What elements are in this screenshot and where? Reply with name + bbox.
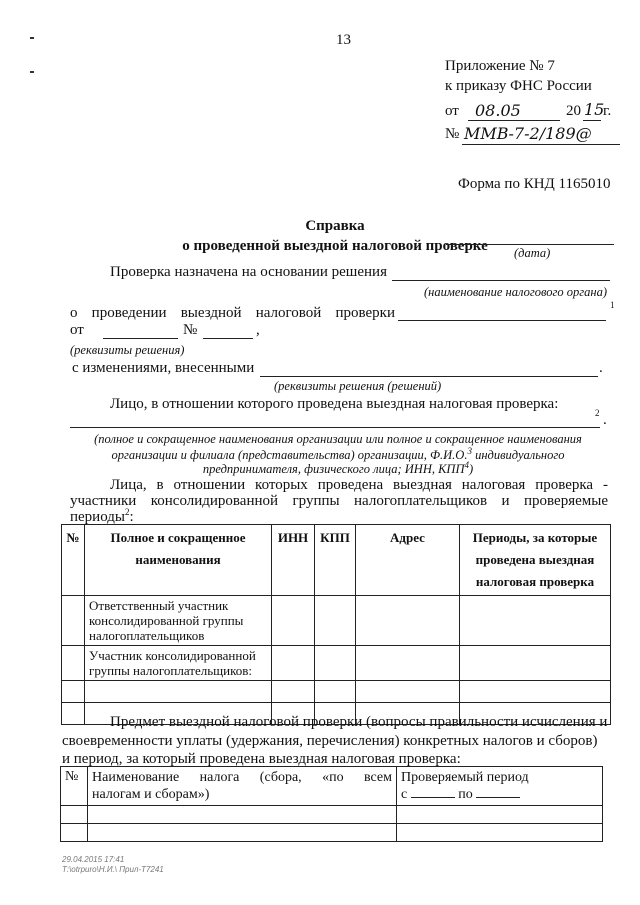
basis-caption: (наименование налогового органа): [424, 285, 607, 299]
appendix-order: к приказу ФНС России: [445, 78, 592, 94]
col-header-name: Полное и сокращенное наименования: [85, 525, 272, 596]
subject-line-3: и период, за который проведена выездная налоговая проверка:: [62, 751, 461, 767]
no-label: №: [183, 322, 198, 338]
footer-timestamp: 29.04.2015 17:41: [62, 855, 125, 864]
person-caption-2: организации и филиала (представительства) организации, Ф.И.О.$^3$ индивидуального: [111, 446, 565, 463]
col-header-inn: ИНН: [272, 525, 315, 596]
col-header-periods: Периоды, за которые проведена выездная налоговая проверка: [460, 525, 611, 596]
footnote-2: 2: [595, 408, 600, 418]
about-line: [70, 305, 395, 322]
tax-authority-field: [392, 280, 610, 281]
number-line: [462, 144, 620, 145]
scan-mark: [30, 37, 34, 39]
about-word: проведении: [91, 305, 167, 321]
subject-line-2: своевременности уплаты (удержания, перечисления) конкретных налогов и сборов): [62, 733, 598, 749]
date-line: [468, 120, 560, 121]
about-word: о: [70, 305, 78, 321]
participants-line-2: участники консолидированной группы налогоплательщиков и проверяемые: [70, 493, 608, 509]
row-label: Участник консолидированной группы налогоплательщиков:: [85, 646, 272, 681]
person-caption-1: (полное и сокращенное наименования организации или полное и сокращенное наименования: [94, 432, 582, 446]
changes-dot: .: [599, 360, 603, 376]
participants-line-3: периоды$^2$:: [70, 507, 134, 525]
about-word: налоговой: [255, 305, 322, 321]
from-caption: (реквизиты решения): [70, 343, 185, 357]
table-row: [62, 646, 611, 681]
row-label: Ответственный участник консолидированной группы налогоплательщиков: [85, 596, 272, 646]
col-header-kpp: КПП: [315, 525, 356, 596]
changes-text: с изменениями, внесенными: [72, 360, 255, 376]
date-caption: (дата): [514, 246, 551, 260]
person-dot: .: [603, 412, 607, 428]
table-row: [61, 824, 603, 842]
participants-line-1: Лица, в отношении которых проведена выездная налоговая проверка -: [110, 477, 608, 493]
appendix-year-hand: 15: [584, 100, 605, 119]
col-header-tax-name: Наименование налога (сбора, «по всем налогам и сборам»): [88, 767, 397, 806]
basis-text: Проверка назначена на основании решения: [110, 264, 387, 280]
changes-field: [260, 376, 598, 377]
appendix-year-suffix: г.: [603, 103, 612, 119]
col-header-no: №: [62, 525, 85, 596]
from-date-field: [103, 338, 178, 339]
appendix-year-prefix: 20: [566, 103, 581, 119]
from-label: от: [70, 322, 84, 338]
appendix-date-hand: 08.05: [475, 101, 521, 120]
footnote-1: 1: [610, 300, 615, 310]
appendix-number-prefix: №: [445, 126, 460, 142]
footer-path: Т:\otrpuro\Н.И.\ Прил-Т7241: [62, 865, 164, 874]
person-caption-3: предпринимателя, физического лица; ИНН, КПП$^4$): [202, 460, 474, 477]
about-word: проверки: [335, 305, 395, 321]
appendix-date-prefix: от: [445, 103, 459, 119]
page-number: 13: [336, 32, 351, 48]
col-header-no: №: [61, 767, 88, 806]
table-row: [62, 596, 611, 646]
doc-subtitle: о проведенной выездной налоговой проверке: [182, 238, 488, 254]
appendix-title: Приложение № 7: [445, 58, 555, 74]
appendix-number-hand: ММВ-7-2/189@: [464, 124, 592, 143]
about-word: выездной: [180, 305, 242, 321]
person-text: Лицо, в отношении которого проведена выездная налоговая проверка:: [110, 396, 559, 412]
date-field: [446, 244, 614, 245]
person-field: [70, 427, 600, 428]
table-row: [62, 681, 611, 703]
col-header-period: Проверяемый период с по: [397, 767, 603, 806]
subject-line-1: Предмет выездной налоговой проверки (вопросы правильности исчисления и: [110, 714, 608, 730]
changes-caption: (реквизиты решения (решений): [274, 379, 442, 393]
participants-table: [61, 524, 611, 725]
from-comma: ,: [256, 322, 260, 338]
doc-title: Справка: [305, 218, 365, 234]
col-header-address: Адрес: [356, 525, 460, 596]
decision-number-field: [203, 338, 253, 339]
year-line: [583, 120, 601, 121]
taxes-table: [60, 766, 603, 842]
scan-mark: [30, 71, 34, 73]
form-code: Форма по КНД 1165010: [458, 176, 611, 192]
table-row: [61, 806, 603, 824]
about-field: [398, 320, 606, 321]
